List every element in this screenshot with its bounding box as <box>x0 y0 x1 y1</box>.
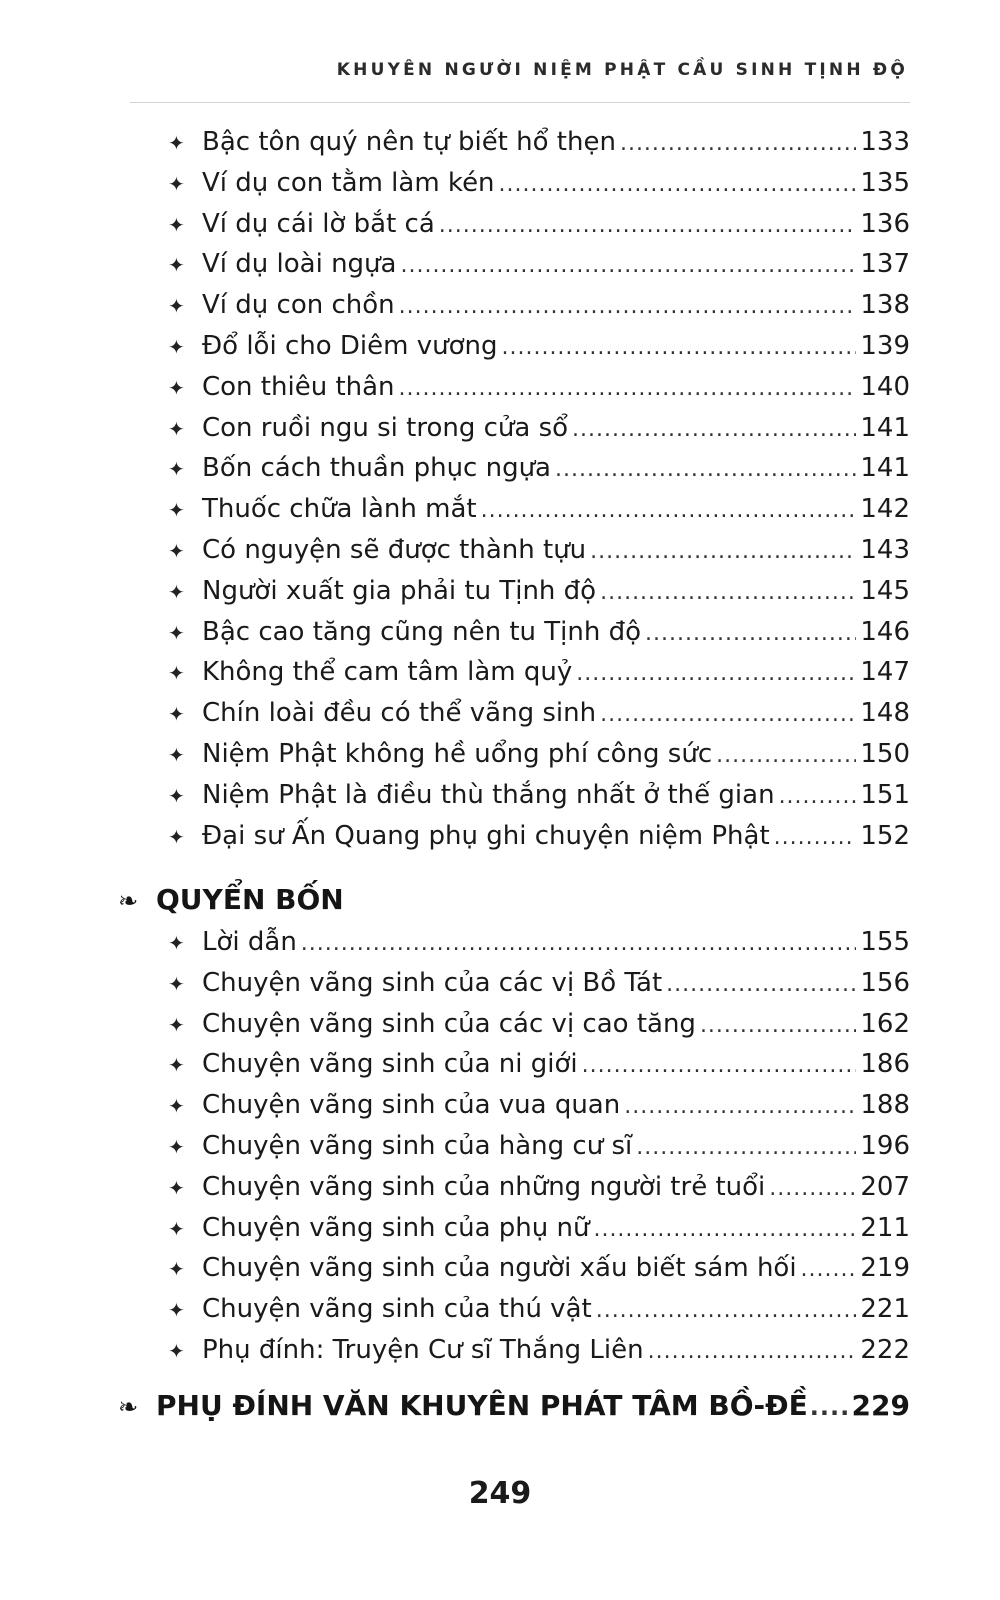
toc-entry-page: 188 <box>860 1090 910 1121</box>
toc-entry-title: Con ruồi ngu si trong cửa sổ <box>202 412 569 443</box>
dot-leader <box>648 1332 857 1372</box>
toc-entry-title: Đổ lỗi cho Diêm vương <box>202 331 498 361</box>
toc-entry-page: 156 <box>860 967 910 998</box>
toc-entry <box>168 1085 910 1125</box>
toc-entry-title: Có nguyện sẽ được thành tựu <box>202 535 587 565</box>
toc-entry <box>168 1330 910 1370</box>
four-point-star-icon: ✦ <box>168 702 185 727</box>
dot-leader <box>593 1210 856 1250</box>
toc-entry-page: 162 <box>860 1008 910 1039</box>
toc-entry-page: 141 <box>860 453 910 484</box>
toc-entry-title: Chuyện vãng sinh của người xấu biết sám hối <box>202 1253 797 1284</box>
toc-entry-title: Chuyện vãng sinh của các vị cao tăng <box>202 1008 696 1039</box>
toc-entry-page: 143 <box>860 535 910 565</box>
dot-leader <box>716 736 856 776</box>
toc-entry-page: 150 <box>860 739 910 769</box>
dot-leader <box>600 695 856 735</box>
toc-entry-title: Chuyện vãng sinh của thú vật <box>202 1294 592 1325</box>
toc-entry-title: Bốn cách thuần phục ngựa <box>202 453 551 484</box>
toc-entry <box>168 1126 910 1166</box>
four-point-star-icon: ✦ <box>168 294 185 319</box>
toc-entry <box>168 367 910 407</box>
dot-leader <box>481 491 857 531</box>
dot-leader <box>501 328 856 368</box>
four-point-star-icon: ✦ <box>168 457 185 482</box>
toc-entry-page: 151 <box>860 779 910 810</box>
toc-entry-page: 136 <box>860 208 910 239</box>
toc-entry <box>168 922 910 962</box>
toc-entry-page: 133 <box>860 127 910 157</box>
dot-leader <box>645 614 856 654</box>
toc-entry-title: Chuyện vãng sinh của hàng cư sĩ <box>202 1131 633 1161</box>
four-point-star-icon: ✦ <box>168 539 185 563</box>
toc-entry-page: 219 <box>860 1253 910 1284</box>
four-point-star-icon: ✦ <box>168 212 185 237</box>
dot-leader <box>774 818 857 858</box>
toc-entry-title: Ví dụ con chồn <box>202 290 395 321</box>
dot-leader <box>576 654 856 694</box>
toc-entry-page: 221 <box>860 1294 910 1325</box>
toc-entry-page: 155 <box>860 927 910 957</box>
section-title: PHỤ ĐÍNH VĂN KHUYÊN PHÁT TÂM BỒ-ĐỀ <box>156 1389 808 1422</box>
dot-leader <box>801 1250 857 1290</box>
toc-entry-title: Chuyện vãng sinh của vua quan <box>202 1090 621 1121</box>
toc-entry-page: 140 <box>860 371 910 402</box>
toc-entry-title: Người xuất gia phải tu Tịnh độ <box>202 575 597 606</box>
toc-entry-page: 138 <box>860 290 910 321</box>
dot-leader <box>769 1169 856 1209</box>
dot-leader <box>700 1006 856 1046</box>
toc-entry-title: Bậc cao tăng cũng nên tu Tịnh độ <box>202 616 642 647</box>
dot-leader <box>779 777 857 817</box>
four-point-star-icon: ✦ <box>168 579 185 604</box>
dot-leader <box>399 369 857 409</box>
toc-entry-title: Chuyện vãng sinh của những người trẻ tuổi <box>202 1171 766 1202</box>
dot-leader <box>600 573 856 613</box>
floral-heart-icon: ❧ <box>118 887 139 915</box>
section-title: QUYỂN BỐN <box>156 883 344 916</box>
toc-entry-title: Đại sư Ấn Quang phụ ghi chuyện niệm Phật <box>202 820 770 851</box>
four-point-star-icon: ✦ <box>168 335 185 359</box>
dot-leader <box>666 965 856 1005</box>
dot-leader <box>590 532 856 572</box>
toc-entry <box>168 244 910 284</box>
toc-entry-title: Con thiêu thân <box>202 371 395 402</box>
toc-entry <box>168 489 910 529</box>
four-point-star-icon: ✦ <box>168 783 185 808</box>
four-point-star-icon: ✦ <box>168 1175 185 1200</box>
toc-entry-title: Thuốc chữa lành mắt <box>202 494 477 525</box>
toc-entry <box>168 204 910 244</box>
toc-entry <box>168 775 910 815</box>
toc-entry <box>168 1248 910 1288</box>
four-point-star-icon: ✦ <box>168 1216 185 1241</box>
toc-entry <box>168 163 910 203</box>
dot-leader <box>636 1128 856 1168</box>
four-point-star-icon: ✦ <box>168 375 185 400</box>
toc-entry <box>168 408 910 448</box>
four-point-star-icon: ✦ <box>168 1094 185 1119</box>
toc-entry-title: Không thể cam tâm làm quỷ <box>202 657 573 688</box>
toc-entry-page: 141 <box>860 412 910 443</box>
toc-entry-page: 147 <box>860 657 910 688</box>
four-point-star-icon: ✦ <box>168 253 185 278</box>
toc-entry <box>168 652 910 692</box>
toc-entry <box>168 816 910 856</box>
dot-leader <box>400 246 856 286</box>
toc-entry <box>168 448 910 488</box>
toc-entry-title: Chuyện vãng sinh của phụ nữ <box>202 1212 590 1243</box>
toc-entry-page: 142 <box>860 494 910 525</box>
four-point-star-icon: ✦ <box>168 498 185 523</box>
toc-entry-page: 145 <box>860 575 910 606</box>
four-point-star-icon: ✦ <box>168 1012 185 1037</box>
toc-entry-page: 222 <box>860 1335 910 1365</box>
dot-leader <box>596 1291 857 1331</box>
toc-entry-page: 207 <box>860 1171 910 1202</box>
dot-leader <box>301 924 857 964</box>
four-point-star-icon: ✦ <box>168 416 185 441</box>
section-heading-phu-dinh <box>118 1384 910 1428</box>
toc-entry <box>168 122 910 162</box>
toc-entry <box>168 1044 910 1084</box>
four-point-star-icon: ✦ <box>168 1135 185 1159</box>
four-point-star-icon: ✦ <box>168 931 185 955</box>
toc-entry-title: Bậc tôn quý nên tự biết hổ thẹn <box>202 127 616 157</box>
four-point-star-icon: ✦ <box>168 1339 185 1363</box>
toc-entry <box>168 571 910 611</box>
toc-entry-title: Chín loài đều có thể vãng sinh <box>202 698 597 729</box>
dot-leader <box>499 165 857 205</box>
four-point-star-icon: ✦ <box>168 824 185 849</box>
four-point-star-icon: ✦ <box>168 971 185 996</box>
toc-entry-page: 186 <box>860 1049 910 1080</box>
toc-entry <box>168 1004 910 1044</box>
four-point-star-icon: ✦ <box>168 1298 185 1323</box>
toc-entry-title: Phụ đính: Truyện Cư sĩ Thắng Liên <box>202 1335 644 1365</box>
four-point-star-icon: ✦ <box>168 1053 185 1078</box>
toc-entry-title: Niệm Phật không hề uổng phí công sức <box>202 739 713 769</box>
toc-entry <box>168 1167 910 1207</box>
toc-entry-page: 211 <box>860 1212 910 1243</box>
toc-entry <box>168 734 910 774</box>
toc-entry-title: Ví dụ con tằm làm kén <box>202 167 495 198</box>
four-point-star-icon: ✦ <box>168 131 185 155</box>
toc-entry-page: 139 <box>860 331 910 361</box>
toc-entry-title: Chuyện vãng sinh của ni giới <box>202 1049 578 1080</box>
toc-entry-page: 135 <box>860 167 910 198</box>
dot-leader <box>620 124 856 164</box>
four-point-star-icon: ✦ <box>168 1257 185 1282</box>
running-header: KHUYÊN NGƯỜI NIỆM PHẬT CẦU SINH TỊNH ĐỘ <box>336 60 908 80</box>
floral-heart-icon: ❧ <box>118 1393 139 1421</box>
toc-entry <box>168 693 910 733</box>
toc-entry-page: 196 <box>860 1131 910 1161</box>
toc-entry <box>168 1289 910 1329</box>
toc-entry <box>168 326 910 366</box>
dot-leader <box>555 450 856 490</box>
four-point-star-icon: ✦ <box>168 171 185 196</box>
toc-entry-page: 137 <box>860 249 910 280</box>
toc-entry-page: 152 <box>860 820 910 851</box>
dot-leader <box>572 410 856 450</box>
toc-entry-title: Chuyện vãng sinh của các vị Bồ Tát <box>202 967 663 998</box>
four-point-star-icon: ✦ <box>168 661 185 686</box>
dot-leader <box>439 206 857 246</box>
dot-leader <box>624 1087 856 1127</box>
dot-leader <box>399 287 857 327</box>
toc-entry-title: Lời dẫn <box>202 927 297 957</box>
four-point-star-icon: ✦ <box>168 620 185 645</box>
section-heading-quyen-bon <box>118 878 910 922</box>
toc-entry <box>168 963 910 1003</box>
dot-leader <box>582 1046 857 1086</box>
section-page: 229 <box>851 1389 910 1422</box>
toc-entry <box>168 612 910 652</box>
toc-entry <box>168 1208 910 1248</box>
toc-entry-title: Ví dụ cái lờ bắt cá <box>202 208 435 239</box>
header-rule <box>130 102 910 103</box>
toc-entry <box>168 530 910 570</box>
page-number: 249 <box>468 1476 532 1511</box>
toc-entry-page: 146 <box>860 616 910 647</box>
four-point-star-icon: ✦ <box>168 743 185 767</box>
toc-entry-page: 148 <box>860 698 910 729</box>
toc-entry <box>168 285 910 325</box>
toc-entry-title: Niệm Phật là điều thù thắng nhất ở thế gian <box>202 779 775 810</box>
dot-leader <box>810 1385 850 1429</box>
toc-entry-title: Ví dụ loài ngựa <box>202 249 397 280</box>
